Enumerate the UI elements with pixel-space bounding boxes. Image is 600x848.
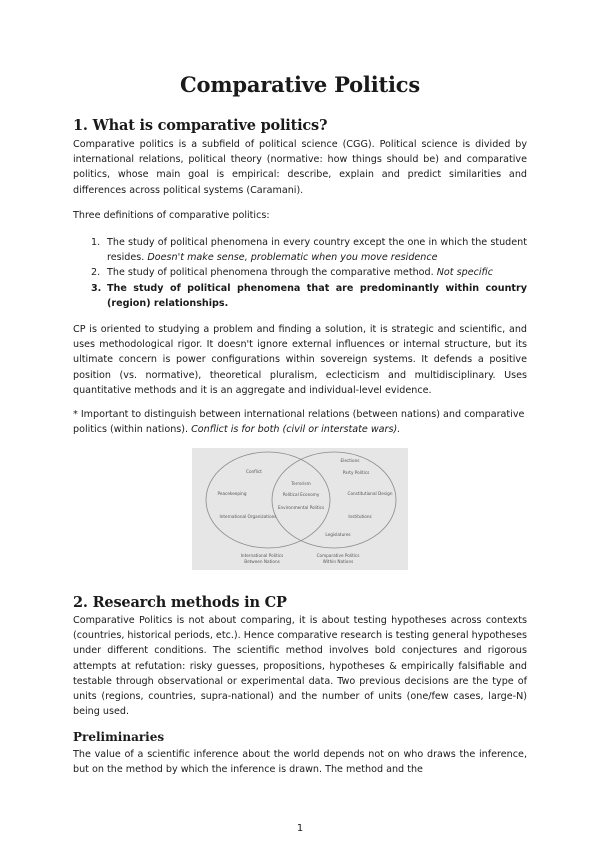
list-number: 1. (91, 237, 101, 248)
definition-text: The study of political phenomena that are predominantly within country (region) relationships. (107, 282, 527, 309)
definition-text: The study of political phenomena through the comparative method. (107, 267, 437, 279)
definition-note: Doesn't make sense, problematic when you move residence (147, 252, 438, 264)
list-number: 2. (91, 267, 101, 279)
definitions-lead: Three definitions of comparative politics: (73, 210, 270, 221)
section-2-heading: 2. Research methods in CP (73, 594, 287, 611)
right-item: Elections (340, 458, 360, 463)
note-paragraph (73, 407, 533, 437)
right-item: Constitutional Design (347, 491, 393, 496)
definition-note: Not specific (436, 267, 494, 279)
cp-paragraph: CP is oriented to studying a problem and finding a solution, it is strategic and scientific, and uses methodological rigor. It doesn't ignore external influences or internal structure, but its ultimate concern is power configurations within sovereign systems. It defends a positive position (vs. normative), theoretical pluralism, eclecticism and multidisciplinary. Uses quantitative methods and it is an aggregate and individual-level evidence. (73, 324, 527, 396)
section-1-intro: Comparative politics is a subfield of political science (CGG). Political science is divided by international relations, political theory (normative: how things should be) and comparative politics, whose main goal is empirical: describe, explain and predict similarities and differences across political systems (Caramani). (73, 139, 527, 196)
right-caption: Comparative Politics (316, 553, 360, 558)
section-1-heading: 1. What is comparative politics? (73, 117, 328, 134)
venn-diagram-figure (192, 448, 408, 570)
note-italic: Conflict is for both (civil or interstate wars). (191, 424, 401, 436)
definition-text: The study of political phenomena in every country except the one in which the student resides. (107, 237, 527, 264)
right-item: Party Politics (342, 470, 370, 475)
left-item: International Organizations (219, 514, 277, 519)
note-text: * Important to distinguish between international relations (between nations) and comparative politics (within nations). (73, 409, 525, 436)
right-caption: Within Nations (322, 559, 354, 564)
left-item: Peacekeeping (217, 491, 247, 496)
definition-item (73, 281, 527, 311)
definitions-list (73, 235, 527, 311)
left-caption: International Politics (240, 553, 284, 558)
page-title: Comparative Politics (180, 72, 420, 97)
left-caption: Between Nations (244, 559, 280, 564)
section-2-paragraph: Comparative Politics is not about comparing, it is about testing hypotheses across contexts (countries, historical periods, etc.). Hence comparative research is testing general hypotheses under different conditions. The scientific method involves bold conjectures and rigorous attempts at refutation: risky guesses, propositions, hypotheses & empirically falsifiable and testable through observational or experimental data. Two previous decisions are the type of units (regions, countries, supra-national) and the number of units (one/few cases, large-N) being used. (73, 615, 527, 718)
center-item: Environmental Politics (277, 505, 325, 510)
left-circle (206, 452, 330, 548)
preliminaries-paragraph: The value of a scientific inference about the world depends not on who draws the inference, but on the method by which the inference is drawn. The method and the (73, 749, 527, 776)
left-item: Conflict (246, 469, 262, 474)
definition-item (73, 235, 527, 265)
preliminaries-heading: Preliminaries (73, 730, 165, 744)
center-item: Terrorism (291, 481, 311, 486)
right-item: Institutions (348, 514, 372, 519)
venn-diagram (192, 448, 408, 570)
page-number: 1 (296, 823, 304, 834)
list-number: 3. (91, 282, 102, 294)
center-item: Political Economy (282, 492, 320, 497)
right-item: Legislatures (325, 532, 351, 537)
definition-item (73, 265, 527, 280)
